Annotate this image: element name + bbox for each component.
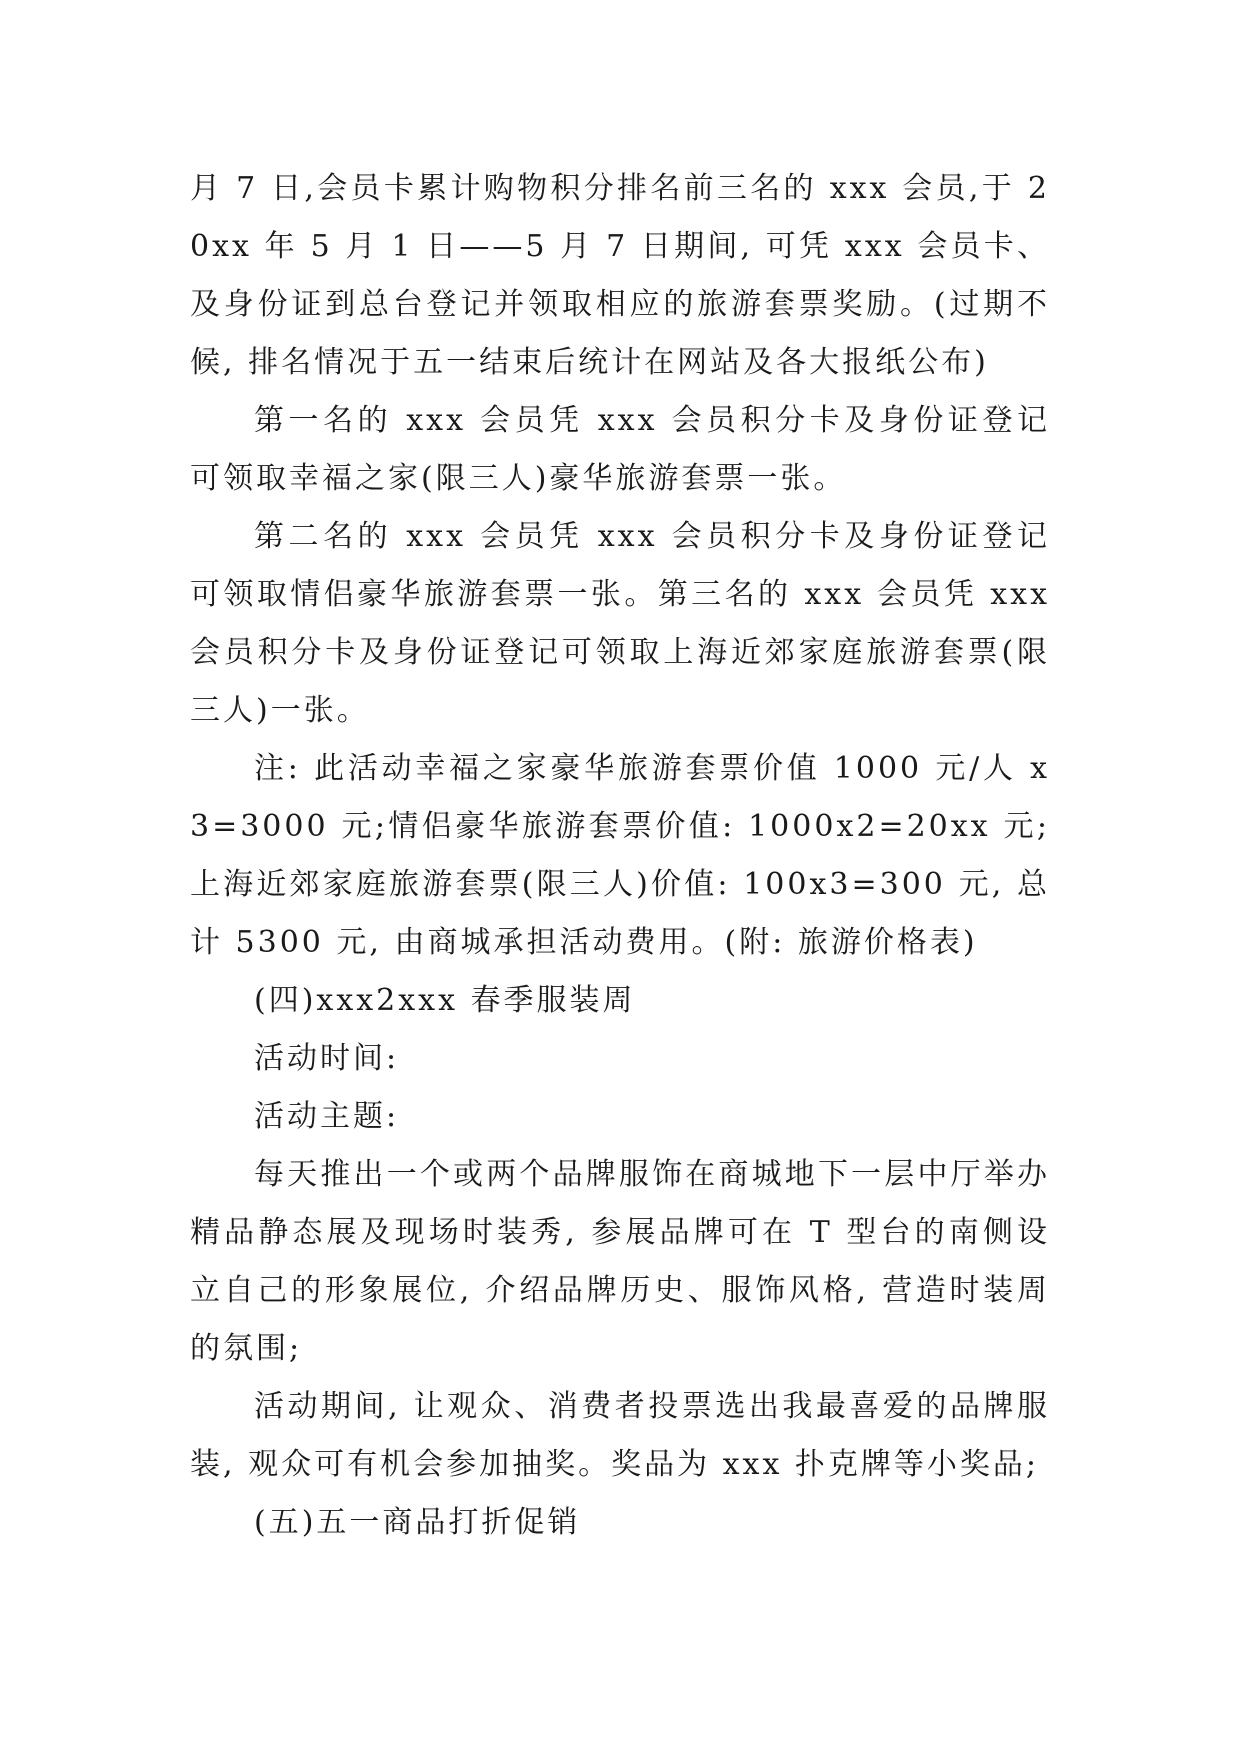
section-heading-discount-promotion: (五)五一商品打折促销 [254, 1505, 581, 1540]
paragraph-activity-theme: 活动主题: [254, 1099, 400, 1134]
paragraph-voting: 活动期间, 让观众、消费者投票选出我最喜爱的品牌服装, 观众可有机会参加抽奖。奖品为 xxx 扑克牌等小奖品; [190, 1389, 1050, 1482]
document-body [190, 160, 1050, 1552]
paragraph-brand-show: 每天推出一个或两个品牌服饰在商城地下一层中厅举办精品静态展及现场时装秀, 参展品牌可在 T 型台的南侧设立自己的形象展位, 介绍品牌历史、服饰风格, 营造时装周的氛围; [190, 1157, 1050, 1366]
paragraph-member-ranking: 月 7 日,会员卡累计购物积分排名前三名的 xxx 会员,于 20xx 年 5 月 1 日——5 月 7 日期间, 可凭 xxx 会员卡、及身份证到总台登记并领取相应的旅游套票奖励。(过期不候, 排名情况于五一结束后统计在网站及各大报纸公布) [190, 171, 1050, 380]
paragraph-activity-time: 活动时间: [254, 1041, 400, 1076]
paragraph-second-third-prize: 第二名的 xxx 会员凭 xxx 会员积分卡及身份证登记可领取情侣豪华旅游套票一张。第三名的 xxx 会员凭 xxx 会员积分卡及身份证登记可领取上海近郊家庭旅游套票(限三人)一张。 [190, 519, 1050, 728]
paragraph-first-prize: 第一名的 xxx 会员凭 xxx 会员积分卡及身份证登记可领取幸福之家(限三人)豪华旅游套票一张。 [190, 403, 1050, 496]
section-heading-fashion-week: (四)xxx2xxx 春季服装周 [254, 983, 636, 1018]
paragraph-note-cost: 注: 此活动幸福之家豪华旅游套票价值 1000 元/人 x3=3000 元;情侣豪华旅游套票价值: 1000x2=20xx 元;上海近郊家庭旅游套票(限三人)价值: 100x3=300 元, 总计 5300 元, 由商城承担活动费用。(附: 旅游价格表) [190, 751, 1050, 960]
